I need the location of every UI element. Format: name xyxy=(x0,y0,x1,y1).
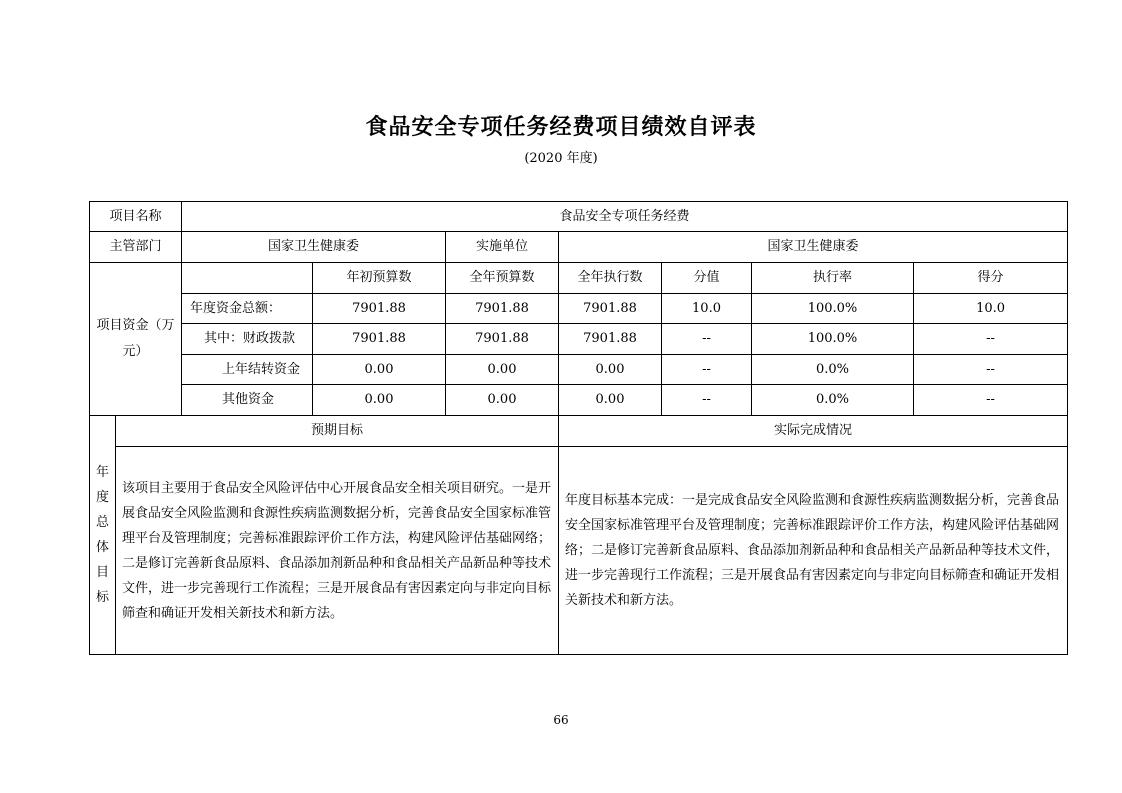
actual-completion-header: 实际完成情况 xyxy=(559,416,1068,447)
fund-label xyxy=(90,263,182,416)
page-subtitle: (2020 年度) xyxy=(524,151,598,166)
fund-cell: 100.0% xyxy=(752,324,914,355)
fund-row-label: 其中：财政拨款 xyxy=(182,324,313,355)
goal-label-char: 目 xyxy=(95,565,109,580)
fund-cell: -- xyxy=(662,355,752,385)
fund-row-label: 上年结转资金 xyxy=(182,355,313,385)
performance-table xyxy=(89,201,1068,655)
fund-cell: 0.00 xyxy=(559,385,662,416)
fund-cell: 0.00 xyxy=(313,385,446,416)
fund-cell: 10.0 xyxy=(662,294,752,324)
fund-cell: 0.00 xyxy=(559,355,662,385)
fund-cell: 0.00 xyxy=(313,355,446,385)
fund-cell: -- xyxy=(662,385,752,416)
fund-row-label: 年度资金总额： xyxy=(182,294,313,324)
fund-header-cell: 全年执行数 xyxy=(559,263,662,294)
fund-cell: -- xyxy=(914,324,1068,355)
project-name-label: 项目名称 xyxy=(90,202,182,232)
actual-completion-text: 年度目标基本完成：一是完成食品安全风险监测和食源性疾病监测数据分析，完善食品安全国家标准管理平台及管理制度；完善标准跟踪评价工作方法，构建风险评估基础网络；二是修订完善新食品原料、食品添加剂新品种和食品相关产品新品种等技术文件，进一步完善现行工作流程；三是开展食品有害因素定向与非定向目标筛查和确证开发相关新技术和新方法。 xyxy=(559,447,1068,655)
fund-header-cell: 得分 xyxy=(914,263,1068,294)
dept-label: 主管部门 xyxy=(90,232,182,263)
fund-cell: 0.00 xyxy=(446,385,559,416)
dept-value: 国家卫生健康委 xyxy=(182,232,446,263)
fund-header-row xyxy=(90,263,1068,294)
fund-cell: 100.0% xyxy=(752,294,914,324)
fund-cell: 7901.88 xyxy=(313,294,446,324)
fund-cell: 7901.88 xyxy=(446,294,559,324)
fund-cell: -- xyxy=(914,355,1068,385)
fund-cell: 0.0% xyxy=(752,385,914,416)
fund-cell: 10.0 xyxy=(914,294,1068,324)
fund-row xyxy=(90,385,1068,416)
dept-row xyxy=(90,232,1068,263)
fund-header-cell: 分值 xyxy=(662,263,752,294)
fund-cell: 7901.88 xyxy=(559,324,662,355)
fund-cell: 7901.88 xyxy=(559,294,662,324)
goal-label-char: 体 xyxy=(95,540,109,555)
fund-header-cell: 年初预算数 xyxy=(313,263,446,294)
fund-cell: -- xyxy=(662,324,752,355)
page-title: 食品安全专项任务经费项目绩效自评表 xyxy=(365,115,757,140)
fund-label-line: 元） xyxy=(122,344,149,359)
fund-cell: 7901.88 xyxy=(446,324,559,355)
fund-cell: 0.0% xyxy=(752,355,914,385)
expected-goal-text: 该项目主要用于食品安全风险评估中心开展食品安全相关项目研究。一是开展食品安全风险监测和食源性疾病监测数据分析，完善食品安全国家标准管理平台及管理制度；完善标准跟踪评价工作方法，构建风险评估基础网络；二是修订完善新食品原料、食品添加剂新品种和食品相关产品新品种等技术文件，进一步完善现行工作流程；三是开展食品有害因素定向与非定向目标筛查和确证开发相关新技术和新方法。 xyxy=(116,447,559,655)
page-number: 66 xyxy=(553,713,569,727)
impl-label: 实施单位 xyxy=(446,232,559,263)
goal-header-row xyxy=(90,416,1068,447)
goal-label-char: 总 xyxy=(95,515,109,530)
fund-row-label: 其他资金 xyxy=(182,385,313,416)
fund-cell: 7901.88 xyxy=(313,324,446,355)
fund-row xyxy=(90,324,1068,355)
fund-header-cell: 全年预算数 xyxy=(446,263,559,294)
fund-cell: -- xyxy=(914,385,1068,416)
goal-label xyxy=(90,416,116,655)
goal-label-char: 度 xyxy=(95,490,109,505)
project-name-row xyxy=(90,202,1068,232)
expected-goal-header: 预期目标 xyxy=(116,416,559,447)
fund-header-cell: 执行率 xyxy=(752,263,914,294)
goal-label-char: 年 xyxy=(95,465,109,480)
fund-cell: 0.00 xyxy=(446,355,559,385)
fund-label-line: 项目资金（万 xyxy=(96,318,175,333)
goal-content-row xyxy=(90,447,1068,655)
project-name-value: 食品安全专项任务经费 xyxy=(182,202,1068,232)
fund-row xyxy=(90,294,1068,324)
fund-header-empty xyxy=(182,263,313,294)
impl-value: 国家卫生健康委 xyxy=(559,232,1068,263)
goal-label-char: 标 xyxy=(95,590,109,605)
fund-row xyxy=(90,355,1068,385)
